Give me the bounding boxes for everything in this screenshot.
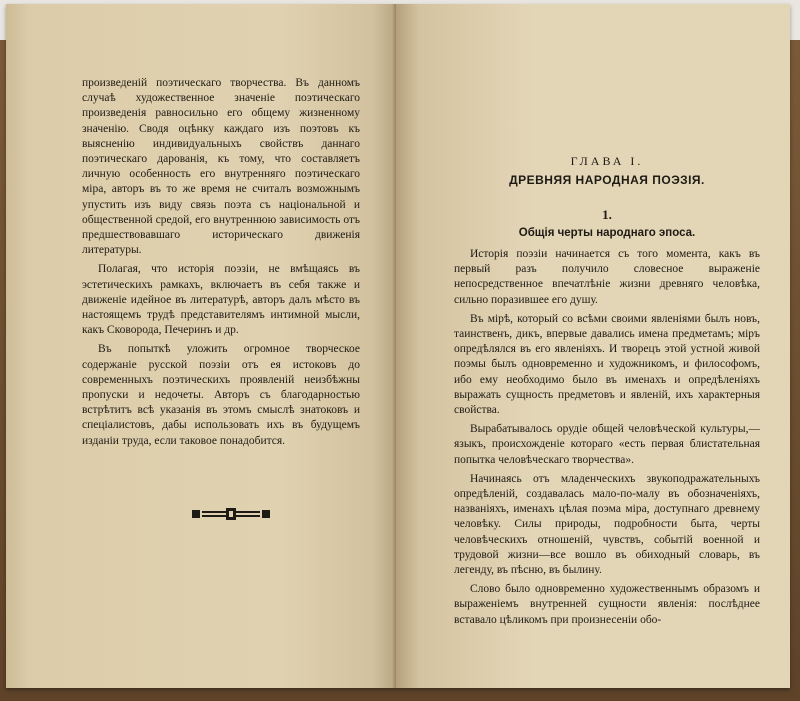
right-paragraph-4: Начинаясь отъ младенческихъ звукоподражательныхъ опредѣленій, создавалась мало-по-малу въ обозначеніяхъ, названіяхъ, именахъ цѣлая поэма міра, доступнаго древнему человѣку. Силы природы, подробности быта, черты человѣческихъ отношеній, чувствъ, событій военной и трудовой жизни—все вошло въ обиходный словарь, въ легенду, въ пѣсню, въ былину. [454,472,760,577]
left-page [6,4,396,688]
left-paragraph-2: Полагая, что исторія поэзіи, не вмѣщаясь въ эстетическихъ рамкахъ, включаетъ въ себя также и движеніе идейное въ литературѣ, авторъ далъ мѣсто въ настоящемъ трудѣ представителямъ интимной мысли, какъ Сковорода, Печеринъ и др. [82,263,360,337]
right-paragraph-2: Въ мірѣ, который со всѣми своими явленіями былъ новъ, таинственъ, дикъ, впервые давались имена предметамъ; міръ опредѣлялся въ его явленіяхъ. И творецъ этой устной живой поэмы былъ одновременно и художникомъ, и философомъ, ибо ему необходимо было въ именахъ и опредѣленіяхъ выражать сущность предметовъ и явленій, ихъ характерныя свойства. [454,312,760,417]
right-paragraph-1: Исторія поэзіи начинается съ того момента, какъ въ первый разъ получило словесное выраженіе непосредственное впечатлѣніе жизни древняго человѣка, сильно поразившее его душу. [454,248,760,306]
chapter-title: ДРЕВНЯЯ НАРОДНАЯ ПОЭЗІЯ. [509,173,705,187]
left-paragraph-3: Въ попыткѣ уложить огромное творческое содержаніе русской поэзіи отъ ея истоковъ до современныхъ поэтическихъ проявленій неизбѣжны пропуски и недочеты. Авторъ съ благодарностью встрѣтитъ всѣ указанія въ этомъ смыслѣ знатоковъ и спеціалистовъ, дабы использовать ихъ въ будущемъ изданіи труда, если таковое понадобится. [82,343,360,447]
ornament-icon [192,507,270,521]
right-paragraph-5: Слово было одновременно художественнымъ образомъ и выраженіемъ внутренней сущности явленія: послѣднее вставало цѣликомъ при произнесеніи обо- [454,583,760,626]
open-book-spread [6,4,790,688]
right-paragraph-3: Вырабатывалось орудіе общей человѣческой культуры,—языкъ, происхожденіе котораго «есть первая блистательная попытка человѣческаго творчества». [454,423,760,466]
section-title: Общія черты народнаго эпоса. [518,227,696,239]
right-page [396,4,790,688]
left-paragraph-1: произведеній поэтическаго творчества. Въ данномъ случаѣ художественное значеніе поэтическаго произведенія равносильно его общему жизненному значенію. Сводя оцѣнку каждаго изъ поэтовъ къ выясненію индивидуальныхъ свойствъ даннаго поэтическаго дарованія, къ тому, что составляетъ личную особенность его внутренняго поэтическаго міра, авторъ въ то же время не считалъ возможнымъ упустить изъ виду связь поэта съ національной и общественной средой, его внутреннюю зависимость отъ предшествовавшаго историческаго движенія литературы. [82,77,360,257]
section-number: 1. [602,207,612,222]
chapter-label: ГЛАВА I. [570,154,644,168]
